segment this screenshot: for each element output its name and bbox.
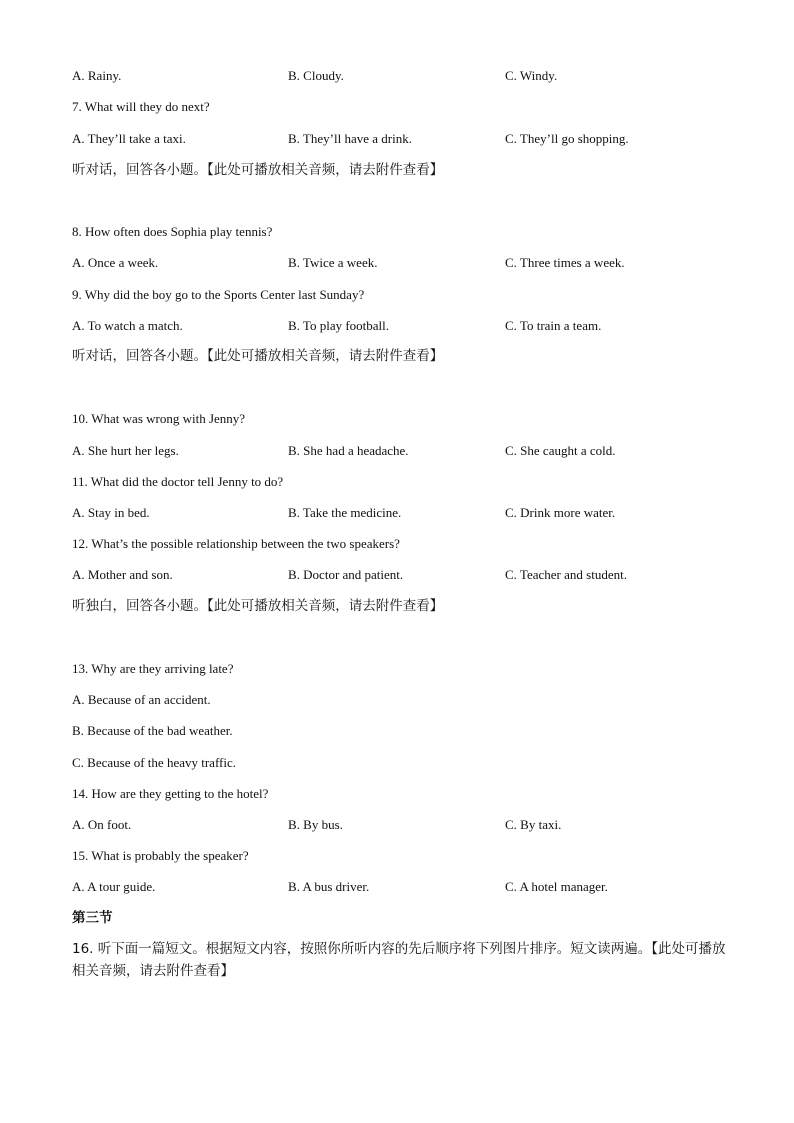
q10-option-b: B. She had a headache. <box>288 443 409 458</box>
listening-instruction-3: 听独白，回答各小题。【此处可播放相关音频，请去附件查看】 <box>72 598 444 614</box>
q9-option-a: A. To watch a match. <box>72 318 183 333</box>
q14-option-c: C. By taxi. <box>505 817 562 832</box>
q9-stem: 9. Why did the boy go to the Sports Center last Sunday? <box>72 287 365 302</box>
q6-option-a: A. Rainy. <box>72 68 122 83</box>
q15-stem: 15. What is probably the speaker? <box>72 848 249 863</box>
q12-option-a: A. Mother and son. <box>72 567 173 582</box>
q12-option-b: B. Doctor and patient. <box>288 567 404 582</box>
q8-option-b: B. Twice a week. <box>288 255 378 270</box>
q13-option-a: A. Because of an accident. <box>72 692 211 707</box>
q9-option-c: C. To train a team. <box>505 318 602 333</box>
q11-option-a: A. Stay in bed. <box>72 505 150 520</box>
q8-option-a: A. Once a week. <box>72 255 159 270</box>
q9-option-b: B. To play football. <box>288 318 390 333</box>
q14-stem: 14. How are they getting to the hotel? <box>72 786 269 801</box>
q15-option-b: B. A bus driver. <box>288 879 370 894</box>
q13-option-b: B. Because of the bad weather. <box>72 723 233 738</box>
q10-option-a: A. She hurt her legs. <box>72 443 179 458</box>
q14-option-a: A. On foot. <box>72 817 132 832</box>
q14-option-b: B. By bus. <box>288 817 343 832</box>
q10-option-c: C. She caught a cold. <box>505 443 616 458</box>
q11-option-b: B. Take the medicine. <box>288 505 402 520</box>
q15-option-c: C. A hotel manager. <box>505 879 608 894</box>
q13-stem: 13. Why are they arriving late? <box>72 661 234 676</box>
q7-option-b: B. They’ll have a drink. <box>288 131 412 146</box>
q8-stem: 8. How often does Sophia play tennis? <box>72 224 273 239</box>
q11-option-c: C. Drink more water. <box>505 505 616 520</box>
q15-option-a: A. A tour guide. <box>72 879 156 894</box>
q6-option-b: B. Cloudy. <box>288 68 344 83</box>
section-heading: 第三节 <box>72 910 113 926</box>
q7-option-c: C. They’ll go shopping. <box>505 131 629 146</box>
q13-option-c: C. Because of the heavy traffic. <box>72 755 236 770</box>
q12-stem: 12. What’s the possible relationship between the two speakers? <box>72 536 400 551</box>
q8-option-c: C. Three times a week. <box>505 255 625 270</box>
q7-stem: 7. What will they do next? <box>72 99 210 114</box>
q16-instruction: 16. 听下面一篇短文。根据短文内容，按照你所听内容的先后顺序将下列图片排序。短文读两遍。【此处可播放相关音频，请去附件查看】 <box>72 941 726 979</box>
q12-option-c: C. Teacher and student. <box>505 567 627 582</box>
q10-stem: 10. What was wrong with Jenny? <box>72 411 246 426</box>
listening-instruction-1: 听对话，回答各小题。【此处可播放相关音频，请去附件查看】 <box>72 162 444 178</box>
q6-option-c: C. Windy. <box>505 68 558 83</box>
q7-option-a: A. They’ll take a taxi. <box>72 131 186 146</box>
listening-instruction-2: 听对话，回答各小题。【此处可播放相关音频，请去附件查看】 <box>72 348 444 364</box>
q11-stem: 11. What did the doctor tell Jenny to do? <box>72 474 284 489</box>
